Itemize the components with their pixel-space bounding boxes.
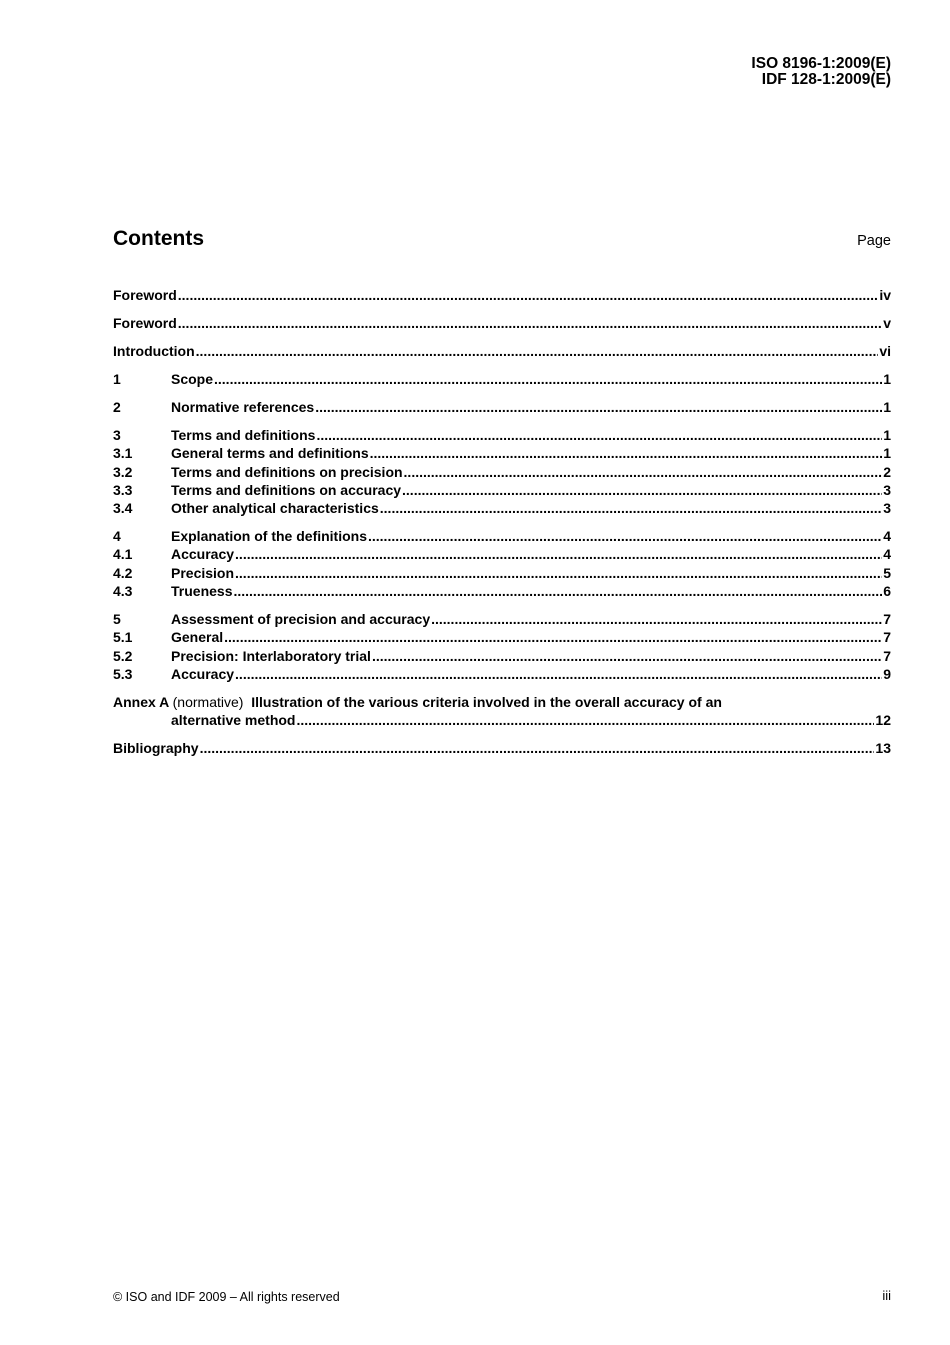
toc-entry-number: 4.1 [113,546,133,563]
toc-entry-number: 4.2 [113,564,133,581]
page-column-label: Page [857,233,891,249]
toc-entry-page: 7 [883,647,891,664]
toc-entry-label: Assessment of precision and accuracy [171,610,431,627]
toc-entry-foreword-iv[interactable] [113,286,891,304]
toc-entry-4-1[interactable] [113,545,891,563]
toc-entry-number: 2 [113,398,121,415]
toc-entry-number: 5 [113,610,121,627]
toc-entry-number: 3.1 [113,445,133,462]
toc-entry-label: Normative references [171,398,315,415]
toc-entry-page: iv [879,287,891,303]
table-of-contents [113,286,891,757]
toc-leader-dots [196,342,879,360]
toc-entry-3-4[interactable] [113,499,891,517]
toc-entry-label: Scope [171,370,214,387]
toc-entry-5-3[interactable] [113,665,891,683]
toc-entry-page: 1 [883,398,891,415]
toc-entry-label: Bibliography [113,740,199,757]
annex-title-line2: alternative method [171,712,296,729]
toc-entry-label: Terms and definitions on precision [171,463,403,480]
toc-entry-page: 1 [883,370,891,387]
toc-entry-page: 6 [883,582,891,599]
toc-leader-dots [404,463,883,481]
toc-entry-5-1[interactable] [113,628,891,646]
toc-entry-label: Accuracy [171,665,235,682]
toc-entry-number: 5.1 [113,629,133,646]
toc-leader-dots [431,610,882,628]
document-identifier [751,56,891,88]
toc-leader-dots [235,545,882,563]
toc-entry-page: 7 [883,629,891,646]
toc-entry-number: 5.2 [113,647,133,664]
toc-entry-label: Precision: Interlaboratory trial [171,647,371,664]
toc-leader-dots [235,665,882,683]
iso-identifier: ISO 8196-1:2009(E) [751,55,891,72]
annex-prefix: Annex A [113,693,169,710]
toc-entry-page: 12 [875,712,891,729]
annex-type: (normative) [172,693,244,710]
toc-leader-dots [372,647,882,665]
toc-entry-label: General terms and definitions [171,445,369,462]
toc-entry-number: 5.3 [113,665,133,682]
toc-leader-dots [214,370,882,388]
toc-entry-page: vi [879,342,891,359]
toc-entry-number: 3.2 [113,463,133,480]
toc-leader-dots [315,398,882,416]
toc-entry-label: Foreword [113,287,177,303]
toc-leader-dots [200,739,875,757]
toc-entry-assessment[interactable] [113,610,891,628]
toc-entry-normative-references[interactable] [113,398,891,416]
toc-leader-dots [178,314,882,332]
toc-entry-3-1[interactable] [113,444,891,462]
toc-entry-page: 3 [883,481,891,498]
toc-entry-4-3[interactable] [113,582,891,600]
toc-entry-annex-a-continued[interactable] [113,711,891,729]
toc-entry-page: 4 [883,546,891,563]
page-number: iii [882,1288,891,1303]
toc-entry-bibliography[interactable] [113,739,891,757]
toc-entry-number: 3.3 [113,481,133,498]
toc-leader-dots [178,286,879,304]
toc-leader-dots [233,582,882,600]
toc-leader-dots [368,527,882,545]
toc-leader-dots [296,711,874,729]
toc-leader-dots [370,444,883,462]
toc-entry-label: Accuracy [171,546,235,563]
annex-title-line1: Illustration of the various criteria involved in the overall accuracy of an [251,693,722,710]
toc-entry-page: 9 [883,665,891,682]
toc-entry-introduction[interactable] [113,342,891,360]
toc-entry-annex-a[interactable] [113,693,891,711]
toc-entry-3-2[interactable] [113,463,891,481]
toc-entry-number: 1 [113,370,121,387]
toc-entry-terms-and-definitions[interactable] [113,426,891,444]
toc-entry-foreword-v[interactable] [113,314,891,332]
toc-entry-4-2[interactable] [113,564,891,582]
toc-entry-page: 1 [883,426,891,443]
toc-entry-label: Other analytical characteristics [171,500,379,517]
toc-entry-label: Terms and definitions [171,426,316,443]
toc-entry-3-3[interactable] [113,481,891,499]
toc-entry-label: Introduction [113,342,195,359]
toc-entry-label: Precision [171,564,235,581]
toc-leader-dots [224,628,882,646]
idf-identifier: IDF 128-1:2009(E) [761,71,891,88]
contents-title: Contents [113,227,204,250]
toc-entry-page: 5 [883,564,891,581]
copyright-notice: © ISO and IDF 2009 – All rights reserved [113,1290,340,1304]
toc-leader-dots [235,564,882,582]
toc-entry-label: Explanation of the definitions [171,528,367,545]
toc-entry-page: 1 [883,445,891,462]
toc-entry-number: 4.3 [113,582,133,599]
toc-entry-explanation[interactable] [113,527,891,545]
toc-entry-page: 4 [883,528,891,545]
toc-entry-5-2[interactable] [113,647,891,665]
toc-entry-label: Trueness [171,582,233,599]
toc-entry-number: 4 [113,528,121,545]
toc-entry-page: 13 [875,740,891,757]
toc-leader-dots [380,499,882,517]
toc-entry-label: Foreword [113,314,177,331]
toc-leader-dots [316,426,882,444]
toc-entry-page: v [883,314,891,331]
toc-entry-scope[interactable] [113,370,891,388]
toc-entry-label: General [171,629,224,646]
toc-entry-page: 2 [883,463,891,480]
toc-entry-page: 3 [883,500,891,517]
toc-entry-label: Terms and definitions on accuracy [171,481,402,498]
toc-entry-number: 3.4 [113,500,133,517]
toc-leader-dots [402,481,882,499]
toc-entry-page: 7 [883,610,891,627]
toc-entry-number: 3 [113,426,121,443]
